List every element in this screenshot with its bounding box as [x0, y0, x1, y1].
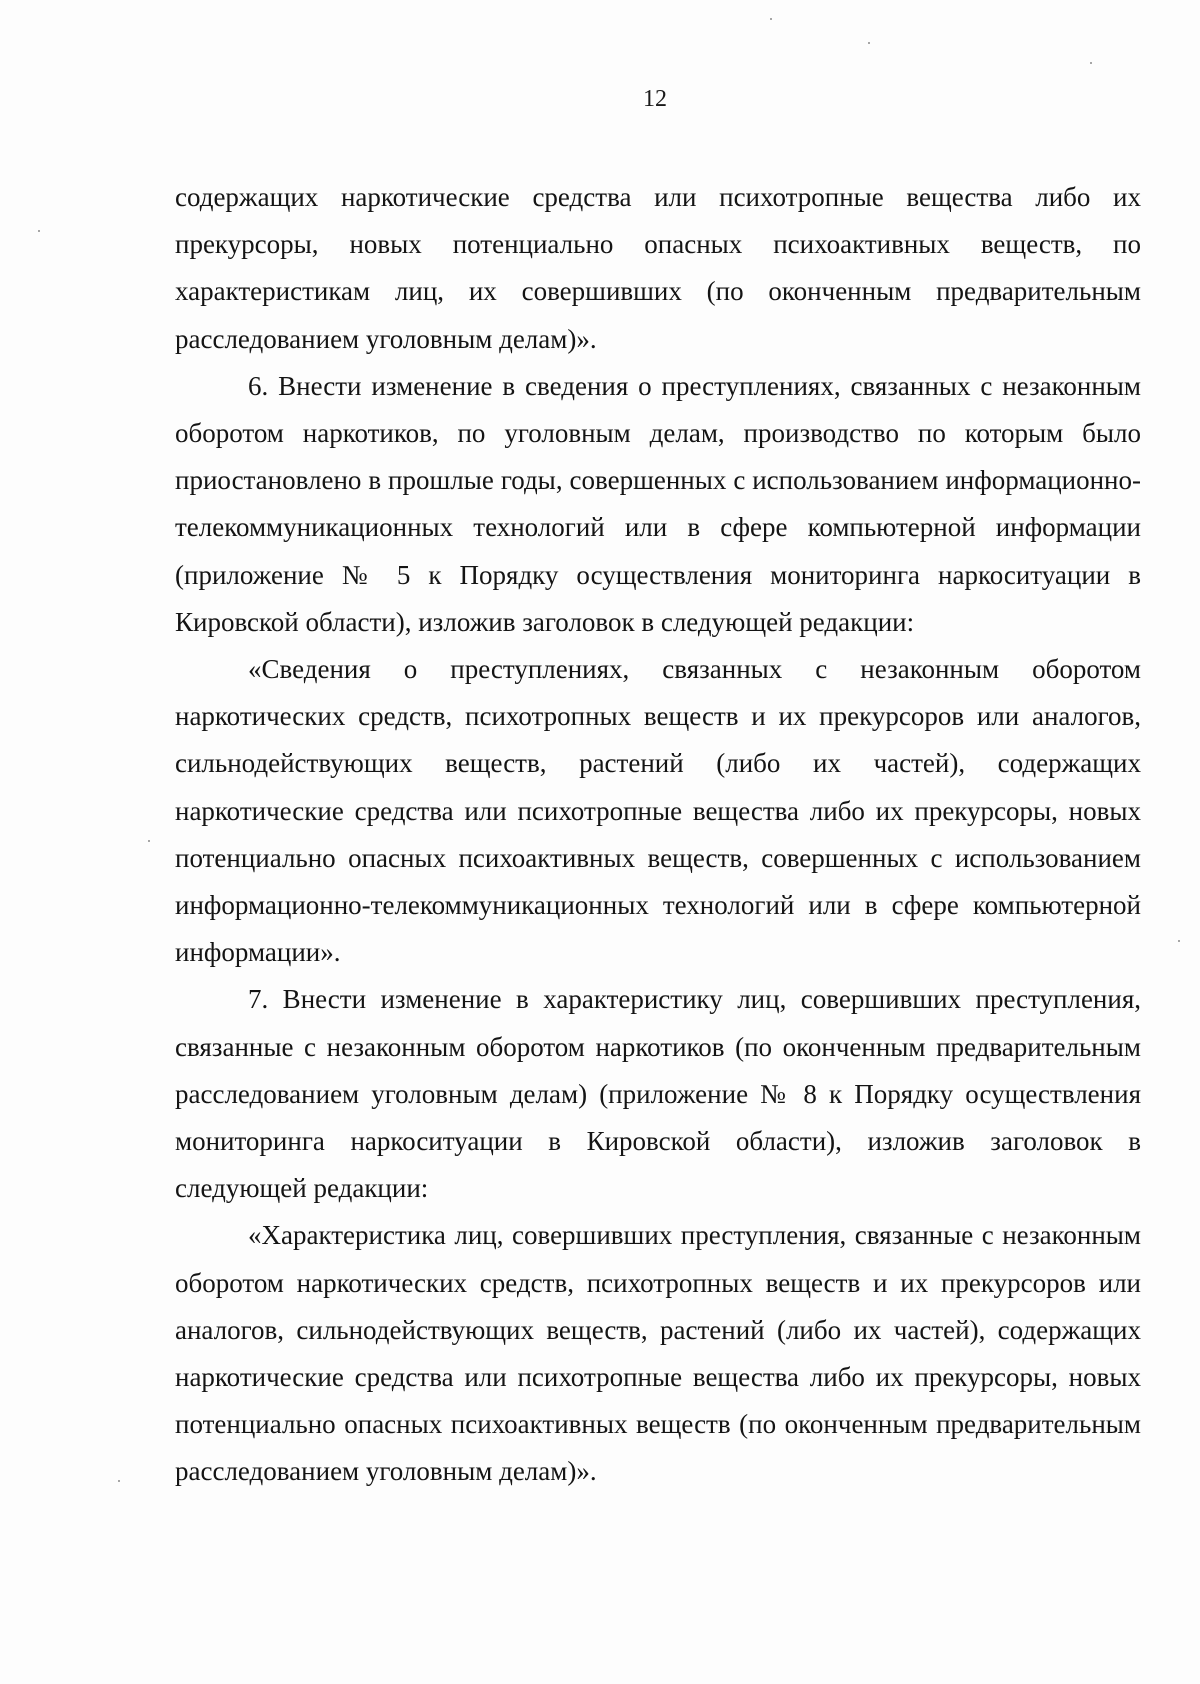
page-number: 12 — [643, 86, 667, 112]
scan-speck — [118, 1480, 120, 1482]
paragraph-item-6: 6. Внести изменение в сведения о преступлениях, связанных с незаконным оборотом наркотиков, по уголовным делам, производство по которым было приостановлено в прошлые годы, совершенных с использованием информационно-телекоммуникационных технологий или в сфере компьютерной информации (приложение № 5 к Порядку осуществления мониторинга наркоситуации в Кировской области), изложив заголовок в следующей редакции: — [175, 370, 1141, 637]
paragraph-item-7: 7. Внести изменение в характеристику лиц, совершивших преступления, связанные с незаконным оборотом наркотиков (по оконченным предварительным расследованием уголовным делам) (приложение № 8 к Порядку осуществления мониторинга наркоситуации в Кировской области), изложив заголовок в следующей редакции: — [175, 984, 1141, 1204]
paragraph-item-7-quote: «Характеристика лиц, совершивших преступления, связанные с незаконным оборотом наркотических средств, психотропных веществ и их прекурсоров или аналогов, сильнодействующих веществ, растений (либо их частей), содержащих наркотические средства или психотропные вещества либо их прекурсоры, новых потенциально опасных психоактивных веществ (по оконченным предварительным расследованием уголовным делам)». — [175, 1220, 1141, 1487]
document-body — [175, 174, 1141, 1496]
paragraph-item-6-quote: «Сведения о преступлениях, связанных с незаконным оборотом наркотических средств, психотропных веществ и их прекурсоров или аналогов, сильнодействующих веществ, растений (либо их частей), содержащих наркотические средства или психотропные вещества либо их прекурсоры, новых потенциально опасных психоактивных веществ, совершенных с использованием информационно-телекоммуникационных технологий или в сфере компьютерной информации». — [175, 654, 1141, 968]
scan-speck — [868, 42, 870, 44]
scan-speck — [1090, 62, 1092, 64]
scan-speck — [38, 230, 40, 232]
scan-speck — [770, 18, 772, 20]
scan-speck — [1178, 940, 1180, 942]
scan-speck — [148, 840, 150, 842]
paragraph-continuation: содержащих наркотические средства или психотропные вещества либо их прекурсоры, новых потенциально опасных психоактивных веществ, по характеристикам лиц, их совершивших (по оконченным предварительным расследованием уголовным делам)». — [175, 182, 1141, 354]
